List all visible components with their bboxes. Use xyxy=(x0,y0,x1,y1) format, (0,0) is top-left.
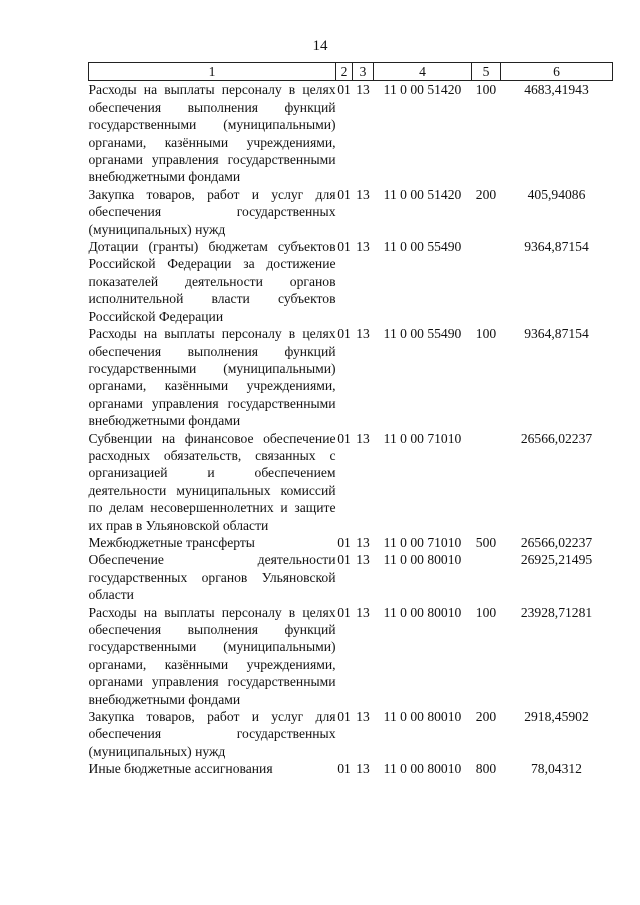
target-article-code: 11 0 00 80010 xyxy=(383,709,462,725)
expense-name: Межбюджетные трансферты xyxy=(88,534,255,550)
subsection-code: 13 xyxy=(356,239,370,255)
section-code: 01 xyxy=(337,552,351,568)
column-header: 3 xyxy=(353,63,374,81)
expense-type-code xyxy=(472,551,501,603)
section-code: 01 xyxy=(337,430,351,446)
section-code: 01 xyxy=(337,604,351,620)
table-row xyxy=(89,81,613,186)
subsection-code: 13 xyxy=(356,709,370,725)
table-header xyxy=(89,63,613,81)
expense-name: Расходы на выплаты персоналу в целях обеспечения выполнения функций государственными (муниципальными) органами, казёнными учреждениями, органами управления государственными внебюджетными фондами xyxy=(88,604,336,707)
section-code: 01 xyxy=(337,709,351,725)
subsection-code: 13 xyxy=(356,186,370,202)
table-row xyxy=(89,551,613,603)
target-article-code: 11 0 00 55490 xyxy=(383,239,462,255)
expense-name: Закупка товаров, работ и услуг для обеспечения государственных (муниципальных) нужд xyxy=(88,186,336,237)
target-article-code: 11 0 00 55490 xyxy=(383,326,462,342)
expense-name: Расходы на выплаты персоналу в целях обеспечения выполнения функций государственными (муниципальными) органами, казёнными учреждениями, органами управления государственными внебюджетными фондами xyxy=(88,326,336,429)
expense-type-code: 100 xyxy=(475,326,497,342)
subsection-code: 13 xyxy=(356,552,370,568)
target-article-code: 11 0 00 80010 xyxy=(383,552,462,568)
amount: 26925,21495 xyxy=(520,552,593,568)
amount: 2918,45902 xyxy=(524,709,589,725)
expense-type-code: 200 xyxy=(475,186,497,202)
subsection-code: 13 xyxy=(356,326,370,342)
column-header: 4 xyxy=(374,63,472,81)
page-number: 14 xyxy=(312,38,328,54)
subsection-code: 13 xyxy=(356,761,370,777)
column-header: 1 xyxy=(89,63,336,81)
table-row xyxy=(89,604,613,708)
table-row xyxy=(89,430,613,534)
amount: 26566,02237 xyxy=(520,534,593,550)
expense-name: Обеспечение деятельности государственных органов Ульяновской области xyxy=(88,552,336,603)
section-code: 01 xyxy=(337,82,351,98)
table-row xyxy=(89,534,613,551)
expense-name: Расходы на выплаты персоналу в целях обеспечения выполнения функций государственными (муниципальными) органами, казёнными учреждениями, органами управления государственными внебюджетными фондами xyxy=(88,82,336,185)
expense-name: Дотации (гранты) бюджетам субъектов Российской Федерации за достижение показателей деятельности органов исполнительной власти субъектов Российской Федерации xyxy=(88,239,336,324)
amount: 4683,41943 xyxy=(524,82,589,98)
header-row xyxy=(89,63,613,81)
column-header: 2 xyxy=(336,63,353,81)
expense-type-code: 500 xyxy=(475,534,497,550)
target-article-code: 11 0 00 51420 xyxy=(383,82,462,98)
target-article-code: 11 0 00 71010 xyxy=(383,430,462,446)
expense-type-code: 800 xyxy=(475,761,497,777)
target-article-code: 11 0 00 71010 xyxy=(383,534,462,550)
target-article-code: 11 0 00 80010 xyxy=(383,761,462,777)
table-body xyxy=(89,81,613,778)
expense-name: Субвенции на финансовое обеспечение расходных обязательств, связанных с организацией и обеспечением деятельности муниципальных комиссий по делам несовершеннолетних и защите их прав в Ульяновской области xyxy=(88,430,336,533)
expense-type-code xyxy=(472,430,501,534)
subsection-code: 13 xyxy=(356,604,370,620)
subsection-code: 13 xyxy=(356,430,370,446)
section-code: 01 xyxy=(337,761,351,777)
table-row xyxy=(89,186,613,238)
amount: 405,94086 xyxy=(527,186,586,202)
amount: 9364,87154 xyxy=(524,239,589,255)
budget-table xyxy=(88,62,613,778)
expense-type-code: 100 xyxy=(475,82,497,98)
amount: 78,04312 xyxy=(531,761,582,777)
amount: 23928,71281 xyxy=(520,604,593,620)
target-article-code: 11 0 00 51420 xyxy=(383,186,462,202)
expense-type-code xyxy=(472,238,501,325)
table-row xyxy=(89,325,613,429)
section-code: 01 xyxy=(337,239,351,255)
amount: 9364,87154 xyxy=(524,326,589,342)
expense-type-code: 100 xyxy=(475,604,497,620)
table-row xyxy=(89,708,613,760)
target-article-code: 11 0 00 80010 xyxy=(383,604,462,620)
column-header: 6 xyxy=(501,63,613,81)
section-code: 01 xyxy=(337,534,351,550)
subsection-code: 13 xyxy=(356,534,370,550)
table-row xyxy=(89,760,613,777)
section-code: 01 xyxy=(337,186,351,202)
subsection-code: 13 xyxy=(356,82,370,98)
expense-name: Иные бюджетные ассигнования xyxy=(88,761,273,777)
amount: 26566,02237 xyxy=(520,430,593,446)
expense-name: Закупка товаров, работ и услуг для обеспечения государственных (муниципальных) нужд xyxy=(88,709,336,759)
table-row xyxy=(89,238,613,325)
section-code: 01 xyxy=(337,326,351,342)
column-header: 5 xyxy=(472,63,501,81)
expense-type-code: 200 xyxy=(475,709,497,725)
